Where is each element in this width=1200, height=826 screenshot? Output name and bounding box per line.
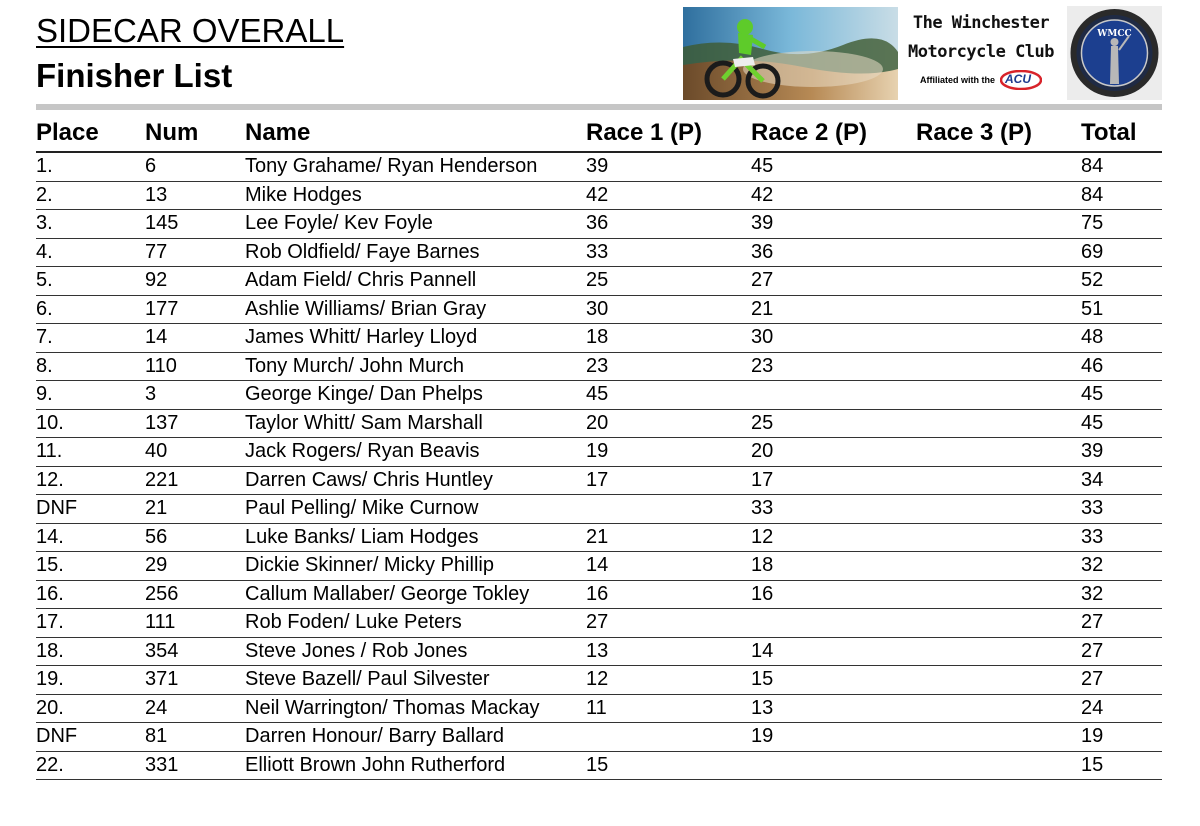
name-cell: Taylor Whitt/ Sam Marshall [245,409,586,438]
num-cell: 24 [145,694,245,723]
race1-cell: 19 [586,438,751,467]
name-cell: James Whitt/ Harley Lloyd [245,324,586,353]
club-name-line1: The Winchester [912,13,1050,33]
race3-cell [916,694,1081,723]
num-cell: 256 [145,580,245,609]
table-row [36,181,1162,210]
table-header-row [36,115,1162,152]
race3-cell [916,324,1081,353]
name-cell: Tony Grahame/ Ryan Henderson [245,152,586,181]
race2-cell: 25 [751,409,916,438]
table-row [36,295,1162,324]
race3-cell [916,267,1081,296]
column-header-num: Num [145,115,245,152]
page-subtitle: Finisher List [36,57,233,94]
total-cell: 32 [1081,580,1162,609]
acu-logo [1000,70,1042,90]
total-cell: 84 [1081,152,1162,181]
race2-cell: 33 [751,495,916,524]
race1-cell: 30 [586,295,751,324]
place-cell: 11. [36,438,145,467]
table-row [36,324,1162,353]
total-cell: 27 [1081,637,1162,666]
race2-cell: 23 [751,352,916,381]
total-cell: 48 [1081,324,1162,353]
race3-cell [916,210,1081,239]
total-cell: 24 [1081,694,1162,723]
race3-cell [916,152,1081,181]
name-cell: Rob Foden/ Luke Peters [245,609,586,638]
name-cell: Darren Caws/ Chris Huntley [245,466,586,495]
num-cell: 92 [145,267,245,296]
race1-cell: 27 [586,609,751,638]
column-header-race2: Race 2 (P) [751,115,916,152]
place-cell: 16. [36,580,145,609]
race1-cell: 14 [586,552,751,581]
total-cell: 33 [1081,495,1162,524]
race3-cell [916,609,1081,638]
race1-cell [586,495,751,524]
race1-cell: 13 [586,637,751,666]
num-cell: 110 [145,352,245,381]
num-cell: 177 [145,295,245,324]
race1-cell [586,723,751,752]
place-cell: 17. [36,609,145,638]
race1-cell: 42 [586,181,751,210]
race1-cell: 18 [586,324,751,353]
race2-cell: 13 [751,694,916,723]
race2-cell: 36 [751,238,916,267]
race2-cell [751,609,916,638]
race1-cell: 23 [586,352,751,381]
table-row [36,352,1162,381]
race2-cell: 42 [751,181,916,210]
total-cell: 34 [1081,466,1162,495]
race2-cell: 19 [751,723,916,752]
num-cell: 77 [145,238,245,267]
total-cell: 51 [1081,295,1162,324]
name-cell: Adam Field/ Chris Pannell [245,267,586,296]
total-cell: 45 [1081,409,1162,438]
name-cell: Rob Oldfield/ Faye Barnes [245,238,586,267]
affiliation [900,70,1062,90]
page-title: SIDECAR OVERALL [36,12,345,49]
table-row [36,637,1162,666]
race1-cell: 21 [586,523,751,552]
place-cell: 2. [36,181,145,210]
race2-cell [751,381,916,410]
affiliation-text: Affiliated with the [920,75,995,85]
name-cell: Callum Mallaber/ George Tokley [245,580,586,609]
place-cell: 7. [36,324,145,353]
table-row [36,152,1162,181]
race3-cell [916,723,1081,752]
race3-cell [916,523,1081,552]
name-cell: Tony Murch/ John Murch [245,352,586,381]
num-cell: 3 [145,381,245,410]
num-cell: 21 [145,495,245,524]
name-cell: Luke Banks/ Liam Hodges [245,523,586,552]
place-cell: 3. [36,210,145,239]
name-cell: Mike Hodges [245,181,586,210]
race1-cell: 20 [586,409,751,438]
name-cell: Ashlie Williams/ Brian Gray [245,295,586,324]
place-cell: 10. [36,409,145,438]
table-row [36,267,1162,296]
total-cell: 32 [1081,552,1162,581]
num-cell: 56 [145,523,245,552]
total-cell: 15 [1081,751,1162,780]
race1-cell: 45 [586,381,751,410]
name-cell: Paul Pelling/ Mike Curnow [245,495,586,524]
table-row [36,523,1162,552]
place-cell: 1. [36,152,145,181]
column-header-name: Name [245,115,586,152]
table-row [36,210,1162,239]
table-row [36,694,1162,723]
race1-cell: 25 [586,267,751,296]
num-cell: 145 [145,210,245,239]
race3-cell [916,238,1081,267]
num-cell: 13 [145,181,245,210]
race2-cell: 39 [751,210,916,239]
name-cell: Darren Honour/ Barry Ballard [245,723,586,752]
total-cell: 75 [1081,210,1162,239]
race1-cell: 15 [586,751,751,780]
total-cell: 45 [1081,381,1162,410]
finisher-table [36,115,1162,780]
num-cell: 354 [145,637,245,666]
race1-cell: 12 [586,666,751,695]
total-cell: 84 [1081,181,1162,210]
num-cell: 331 [145,751,245,780]
num-cell: 81 [145,723,245,752]
race2-cell: 16 [751,580,916,609]
name-cell: Lee Foyle/ Kev Foyle [245,210,586,239]
table-row [36,381,1162,410]
table-row [36,466,1162,495]
club-name-line2: Motorcycle Club [907,42,1055,62]
race2-cell: 15 [751,666,916,695]
place-cell: 14. [36,523,145,552]
club-branding [900,7,1062,100]
table-row [36,438,1162,467]
race1-cell: 39 [586,152,751,181]
table-row [36,666,1162,695]
race3-cell [916,751,1081,780]
race2-cell: 30 [751,324,916,353]
num-cell: 137 [145,409,245,438]
place-cell: 6. [36,295,145,324]
race2-cell: 27 [751,267,916,296]
race3-cell [916,637,1081,666]
race2-cell: 17 [751,466,916,495]
total-cell: 39 [1081,438,1162,467]
total-cell: 52 [1081,267,1162,296]
race3-cell [916,495,1081,524]
place-cell: 12. [36,466,145,495]
table-row [36,580,1162,609]
place-cell: DNF [36,723,145,752]
table-row [36,751,1162,780]
badge-text: WMCC [1097,29,1132,39]
wmcc-badge [1067,6,1162,100]
race1-cell: 16 [586,580,751,609]
name-cell: Steve Jones / Rob Jones [245,637,586,666]
column-header-total: Total [1081,115,1162,152]
place-cell: 22. [36,751,145,780]
total-cell: 27 [1081,609,1162,638]
race3-cell [916,580,1081,609]
race3-cell [916,181,1081,210]
total-cell: 19 [1081,723,1162,752]
acu-logo-text: ACU [1005,72,1031,86]
race2-cell: 14 [751,637,916,666]
name-cell: George Kinge/ Dan Phelps [245,381,586,410]
header-divider [36,104,1162,110]
total-cell: 27 [1081,666,1162,695]
race3-cell [916,552,1081,581]
column-header-race3: Race 3 (P) [916,115,1081,152]
table-row [36,723,1162,752]
race3-cell [916,295,1081,324]
column-header-race1: Race 1 (P) [586,115,751,152]
table-row [36,238,1162,267]
race3-cell [916,466,1081,495]
race2-cell: 20 [751,438,916,467]
place-cell: 18. [36,637,145,666]
race1-cell: 17 [586,466,751,495]
place-cell: 9. [36,381,145,410]
num-cell: 111 [145,609,245,638]
race3-cell [916,409,1081,438]
name-cell: Elliott Brown John Rutherford [245,751,586,780]
name-cell: Neil Warrington/ Thomas Mackay [245,694,586,723]
table-row [36,552,1162,581]
num-cell: 6 [145,152,245,181]
place-cell: 4. [36,238,145,267]
race2-cell: 21 [751,295,916,324]
race3-cell [916,352,1081,381]
table-row [36,609,1162,638]
race3-cell [916,381,1081,410]
total-cell: 46 [1081,352,1162,381]
table-row [36,495,1162,524]
name-cell: Jack Rogers/ Ryan Beavis [245,438,586,467]
race1-cell: 33 [586,238,751,267]
place-cell: 20. [36,694,145,723]
motocross-photo [683,7,898,100]
num-cell: 221 [145,466,245,495]
name-cell: Dickie Skinner/ Micky Phillip [245,552,586,581]
race3-cell [916,666,1081,695]
place-cell: DNF [36,495,145,524]
race2-cell [751,751,916,780]
total-cell: 33 [1081,523,1162,552]
place-cell: 5. [36,267,145,296]
race2-cell: 45 [751,152,916,181]
race1-cell: 11 [586,694,751,723]
num-cell: 14 [145,324,245,353]
num-cell: 371 [145,666,245,695]
table-row [36,409,1162,438]
race3-cell [916,438,1081,467]
race2-cell: 12 [751,523,916,552]
race1-cell: 36 [586,210,751,239]
race2-cell: 18 [751,552,916,581]
place-cell: 15. [36,552,145,581]
column-header-place: Place [36,115,145,152]
name-cell: Steve Bazell/ Paul Silvester [245,666,586,695]
place-cell: 19. [36,666,145,695]
place-cell: 8. [36,352,145,381]
total-cell: 69 [1081,238,1162,267]
num-cell: 29 [145,552,245,581]
num-cell: 40 [145,438,245,467]
